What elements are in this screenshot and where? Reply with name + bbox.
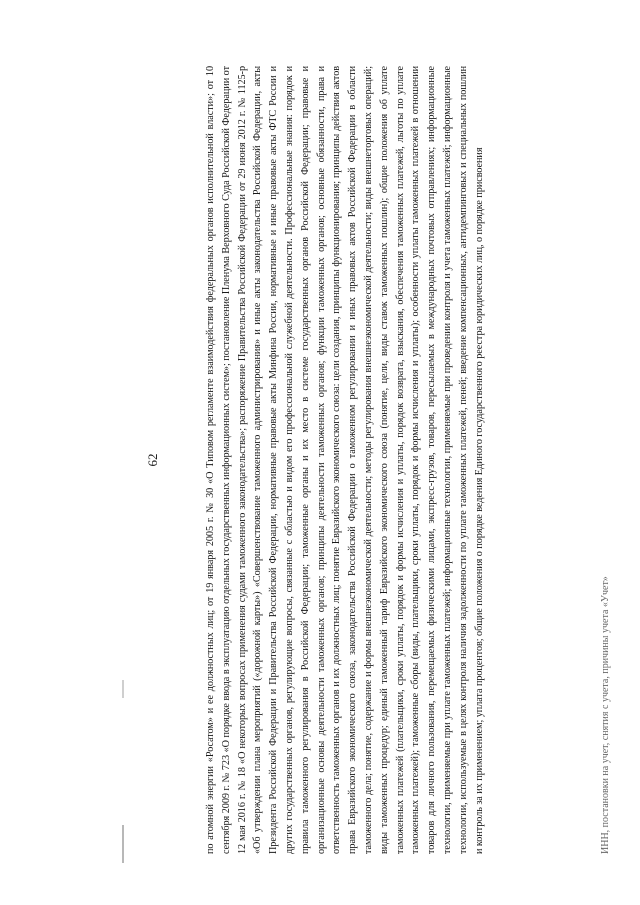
rotated-document-page	[145, 60, 615, 860]
page-number: 62	[145, 453, 160, 467]
document-body-text: по атомной энергии «Росатом» и ее должностных лиц; от 19 января 2005 г. № 30 «О Типовом регламенте взаимодействия федеральных органов исполнительной власти»; от 10 сентября 2009 г. № 723 «О порядке ввода в эксплуатацию отдельных государственных информационных систем»; постановление Пленума Верховного Суда Российской Федерации от 12 мая 2016 г. № 18 «О некоторых вопросах применения судами таможенного законодательства»; распоряжение Правительства Российской Федерации от 29 июня 2012 г. № 1125-р «Об утверждении плана мероприятий («дорожной карты») «Совершенствование таможенного администрирования» и иные акты законодательства Российской Федерации, акты Президента Российской Федерации и Правительства Российской Федерации, нормативные правовые акты Минфина России, нормативные и иные правовые акты ФТС России и других государственных органов, регулирующие вопросы, связанные с областью и видом его профессиональной служебной деятельности. Профессиональные знания: порядок и правила таможенного регулирования в Российской Федерации; таможенные органы и их место в системе государственных органов Российской Федерации; правовые и организационные основы деятельности таможенных органов; принципы деятельности таможенных органов; функции таможенных органов; основные обязанности, права и ответственность таможенных органов и их должностных лиц; понятие Евразийского экономического союза: цели создания, принципы функционирования; принципы действия актов права Евразийского экономического союза, законодательства Российской Федерации о таможенном регулировании и иных правовых актов Российской Федерации в области таможенного дела; понятие, содержание и формы внешнеэкономической деятельности; методы регулирования внешнеэкономической деятельности; виды внешнеторговых операций; виды таможенных процедур; единый таможенный тариф Евразийского экономического союза (понятие, цели, виды ставок таможенных пошлин); общие положения об уплате таможенных платежей (плательщики, сроки уплаты, порядок и формы исчисления и уплаты, порядок возврата, взыскания, обеспечения таможенных платежей, льготы по уплате таможенных платежей); таможенные сборы (виды, плательщики, сроки уплаты, порядок и формы исчисления и уплаты); особенности уплаты таможенных платежей в отношении товаров для личного пользования, перемещаемых физическими лицами, экспресс-грузов, товаров, пересылаемых в международных почтовых отправлениях; информационные технологии, применяемые при уплате таможенных платежей; информационные технологии, применяемые при проведении контроля и учета таможенных платежей; информационные технологии, используемые в целях контроля наличия задолженности по уплате таможенных платежей, пеней; введение компенсационных, антидемпинговых и специальных пошлин и контроль за их применением; уплата процентов; общие положения о порядке ведения Единого государственного реестра юридических лиц, о порядке присвоения	[205, 66, 485, 854]
scan-margin-mark	[122, 680, 124, 698]
scan-margin-mark	[122, 825, 124, 863]
cut-off-last-line: ИНН, постановки на учет, снятия с учета, причины учета «Учет»	[600, 576, 611, 854]
